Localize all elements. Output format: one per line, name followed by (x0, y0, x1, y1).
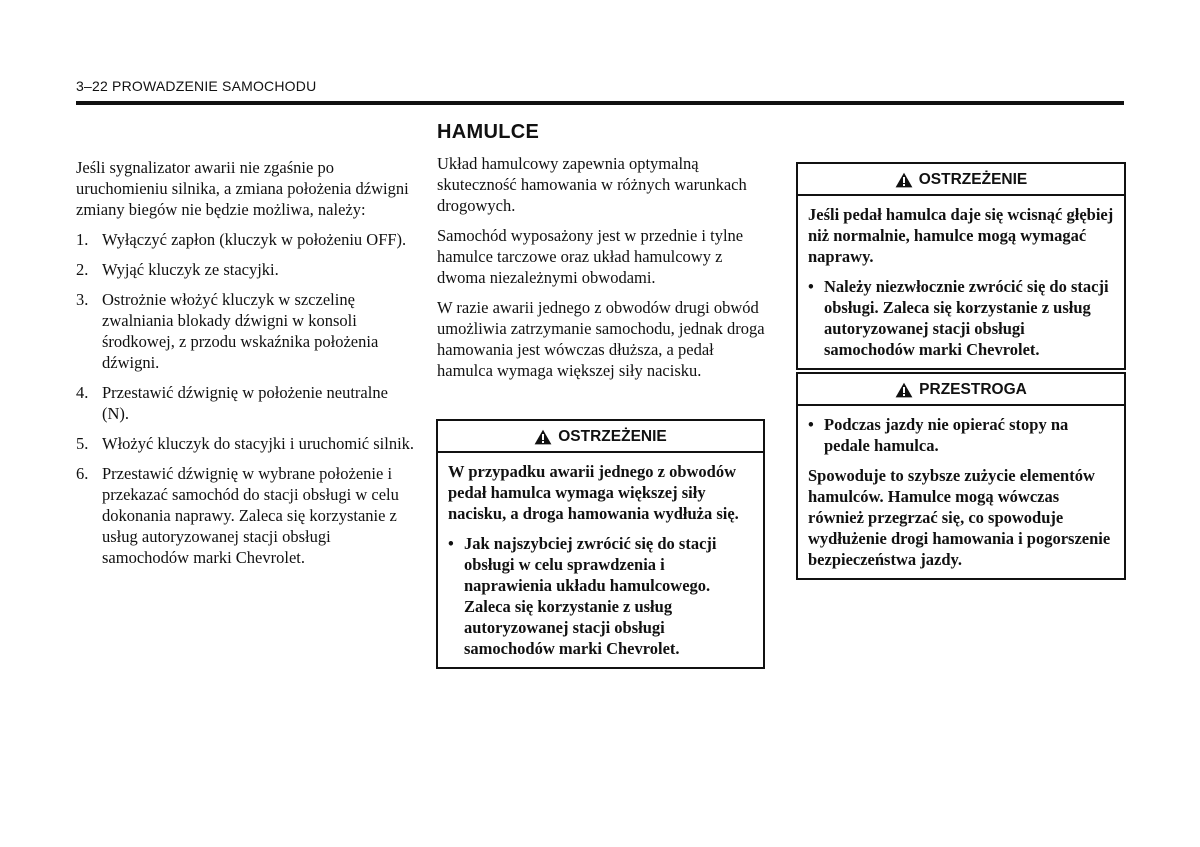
step-item (76, 229, 416, 250)
warning-triangle-icon (895, 172, 913, 188)
step-number: 6. (76, 464, 89, 483)
warning-bullet-text: Należy niezwłocznie zwrócić się do stacji obsługi. Zaleca się korzystanie z usług autoryzowanej stacji obsługi samochodów marki Chevrolet. (824, 277, 1109, 359)
warning-heading (438, 421, 763, 453)
body-paragraph: W razie awarii jednego z obwodów drugi obwód umożliwia zatrzymanie samochodu, jednak droga hamowania jest wówczas dłuższa, a pedał hamulca wymaga większej siły nacisku. (437, 298, 765, 380)
step-text: Włożyć kluczyk do stacyjki i uruchomić silnik. (102, 434, 415, 453)
step-text: Wyłączyć zapłon (kluczyk w położeniu OFF). (102, 230, 407, 249)
caution-bullet (808, 414, 1114, 456)
caution-box (796, 372, 1126, 580)
warning-body (438, 453, 763, 667)
step-item (76, 382, 416, 424)
caution-body (798, 406, 1124, 578)
step-text: Przestawić dźwignię w położenie neutralne (N). (102, 383, 388, 423)
warning-triangle-icon (534, 429, 552, 445)
warning-bullet (448, 533, 753, 659)
warning-bullet (808, 276, 1114, 360)
step-number: 2. (76, 260, 89, 279)
bullet-dot: • (448, 534, 454, 553)
caution-heading (798, 374, 1124, 406)
step-number: 3. (76, 290, 89, 309)
step-text: Przestawić dźwignię w wybrane położenie i przekazać samochód do stacji obsługi w celu dokonania naprawy. Zaleca się korzystanie z usług autoryzowanej stacji obsługi samochodów marki Chevrolet. (102, 464, 399, 567)
warning-body (798, 196, 1124, 368)
step-text: Ostrożnie włożyć kluczyk w szczelinę zwalniania blokady dźwigni w konsoli środkowej, z przodu wskaźnika położenia dźwigni. (102, 290, 379, 372)
warning-box-pedal (796, 162, 1126, 370)
step-number: 4. (76, 383, 89, 402)
step-item (76, 259, 416, 280)
warning-text: Jeśli pedał hamulca daje się wcisnąć głębiej niż normalnie, hamulce mogą wymagać naprawy. (808, 205, 1114, 266)
step-item (76, 433, 416, 454)
step-number: 1. (76, 230, 89, 249)
section-title: HAMULCE (437, 121, 540, 143)
warning-box-brake-circuit (436, 419, 765, 669)
caution-bullet-text: Podczas jazdy nie opierać stopy na pedale hamulca. (824, 415, 1069, 455)
caution-heading-label: PRZESTROGA (919, 381, 1027, 398)
step-item (76, 289, 416, 373)
steps-list (76, 229, 416, 568)
header-rule (76, 101, 1124, 105)
step-number: 5. (76, 434, 89, 453)
caution-triangle-icon (895, 382, 913, 398)
caution-text: Spowoduje to szybsze zużycie elementów hamulców. Hamulce mogą wówczas również przegrzać się, co spowoduje wydłużenie drogi hamowania i pogorszenie bezpieczeństwa jazdy. (808, 466, 1111, 569)
warning-text: W przypadku awarii jednego z obwodów pedał hamulca wymaga większej siły nacisku, a droga hamowania wydłuża się. (448, 462, 739, 523)
body-paragraph: Samochód wyposażony jest w przednie i tylne hamulce tarczowe oraz układ hamulcowy z dwoma niezależnymi obwodami. (437, 226, 744, 287)
warning-bullet-text: Jak najszybciej zwrócić się do stacji obsługi w celu sprawdzenia i naprawienia układu hamulcowego. Zaleca się korzystanie z usług autoryzowanej stacji obsługi samochodów marki Chevrolet. (464, 534, 717, 658)
left-column (76, 157, 416, 577)
page-header: 3–22 PROWADZENIE SAMOCHODU (76, 78, 317, 94)
warning-heading-label: OSTRZEŻENIE (558, 428, 667, 445)
intro-paragraph: Jeśli sygnalizator awarii nie zgaśnie po uruchomieniu silnika, a zmiana położenia dźwigni zmiany biegów nie będzie możliwa, należy: (76, 158, 409, 219)
warning-heading (798, 164, 1124, 196)
bullet-dot: • (808, 277, 814, 296)
body-paragraph: Układ hamulcowy zapewnia optymalną skuteczność hamowania w różnych warunkach drogowych. (437, 154, 747, 215)
warning-heading-label: OSTRZEŻENIE (918, 171, 1028, 188)
step-text: Wyjąć kluczyk ze stacyjki. (102, 260, 279, 279)
bullet-dot: • (808, 415, 814, 434)
step-item (76, 463, 416, 568)
middle-column (437, 122, 767, 390)
